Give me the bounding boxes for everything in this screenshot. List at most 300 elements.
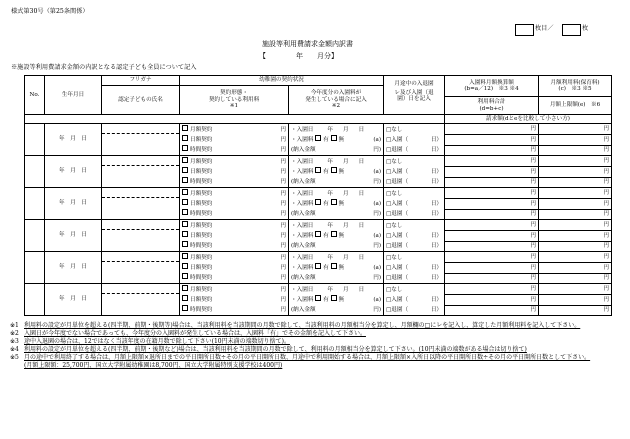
midway-admit[interactable] (384, 295, 444, 305)
admission-fee-line[interactable] (289, 295, 383, 305)
adm-no: 無 (338, 232, 345, 239)
claim-amount-right[interactable]: 円 (603, 275, 610, 281)
midway-leave-label: □退園（ (386, 274, 409, 281)
midway-admit[interactable] (384, 167, 444, 177)
midway-day: 日） (430, 210, 443, 217)
admission-fee-field[interactable] (289, 156, 384, 188)
checkbox[interactable] (331, 295, 337, 301)
claim-amount[interactable]: 円 (530, 275, 537, 281)
adm-fee-label: ・入園料 (291, 168, 314, 175)
yen-unit: 円 (280, 274, 286, 281)
checkbox[interactable] (182, 157, 188, 163)
col-admission-fee (289, 86, 384, 115)
upper-limit-amount[interactable]: 円 (539, 295, 611, 306)
footnotes (10, 322, 622, 370)
footnote-text: 月の途中で利用終了する場合は、月額上限額×退所日までの平日開所日数÷その月の平日開所日数、月途中で利用開始する場合は、月額上限額×入所日以降の平日開所日数÷その月の平日開所日数として下さい。 (24, 354, 591, 362)
fee-total-amount[interactable]: 円 (445, 295, 538, 306)
option-label: 時間契約 (190, 306, 213, 313)
checkbox[interactable] (182, 199, 188, 205)
contract-daily-option[interactable] (180, 263, 288, 273)
table-row (25, 156, 612, 188)
option-label: 日額契約 (190, 200, 213, 207)
admission-date-line[interactable] (289, 157, 383, 167)
adm-year: 年 (327, 222, 333, 229)
period-month-label: 月分】 (317, 52, 338, 60)
adm-paid-yen: 円) (373, 210, 382, 217)
midway-leave-label: □退園（ (386, 210, 409, 217)
midway-admit-label: □入園（ (386, 168, 409, 175)
birthdate-field[interactable]: 年 月 日 (45, 188, 102, 220)
col-claim-amount: 請求額(dとeを比較して小さい方) (445, 115, 612, 124)
footnote-text: 入園日が今年度でない場合であっても、今年度分の入園料が発生している場合は、入園料「有」でその金額を記入して下さい。 (24, 330, 366, 338)
checkbox[interactable] (182, 135, 188, 141)
midway-day: 日） (430, 178, 443, 185)
footnote (10, 330, 622, 337)
option-label: 時間契約 (190, 146, 213, 153)
option-label: 月額契約 (190, 286, 213, 293)
col-child-name: 認定子どもの氏名 (102, 86, 180, 115)
midway-none[interactable]: □なし (386, 126, 403, 133)
contract-monthly-option[interactable] (180, 253, 288, 263)
adm-month: 月 (343, 126, 349, 133)
admission-monthly-amount[interactable]: 円 (445, 252, 538, 263)
row-number (25, 124, 45, 156)
fee-total-amount[interactable]: 円 (445, 263, 538, 274)
claim-amount-right[interactable]: 円 (603, 211, 610, 217)
adm-yes: 有 (323, 168, 329, 175)
table-row (25, 252, 612, 284)
amount-cell-left[interactable] (445, 252, 539, 284)
birthdate-field[interactable]: 年 月 日 (45, 156, 102, 188)
midway-day: 日） (430, 242, 443, 249)
admission-date-line[interactable] (289, 125, 383, 135)
checkbox[interactable] (331, 135, 337, 141)
adm-day: 日 (358, 254, 365, 261)
contract-hourly-option[interactable] (180, 273, 288, 283)
adm-date-label: ・入園日 (291, 158, 314, 165)
birthdate-field[interactable]: 年 月 日 (45, 284, 102, 316)
contract-monthly-option[interactable] (180, 189, 288, 199)
option-label: 時間契約 (190, 242, 213, 249)
checkbox[interactable] (315, 231, 321, 237)
total-line2: (d=b+c) (479, 105, 504, 112)
admission-paid-line[interactable] (289, 273, 383, 283)
checkbox[interactable] (182, 209, 188, 215)
adm-day: 日 (358, 190, 365, 197)
checkbox[interactable] (182, 263, 188, 269)
total-sheets-field[interactable] (562, 24, 581, 36)
period-year-label: 年 (296, 52, 303, 60)
midway-leave[interactable] (384, 305, 444, 315)
child-name-field[interactable] (102, 252, 180, 284)
adm-line3: ※2 (331, 103, 341, 110)
birthdate-field[interactable]: 年 月 日 (45, 220, 102, 252)
adm-month: 月 (343, 254, 349, 261)
midway-day: 日） (430, 274, 443, 281)
midway-leave[interactable] (384, 145, 444, 155)
child-name-field[interactable] (102, 188, 180, 220)
yen-unit: 円 (280, 296, 286, 303)
midway-none[interactable]: □なし (386, 254, 403, 261)
adm-yes: 有 (323, 232, 329, 239)
monthly-fee-amount[interactable]: 円 (539, 188, 611, 199)
admission-paid-line[interactable] (289, 209, 383, 219)
checkbox[interactable] (182, 125, 188, 131)
midway-field[interactable] (384, 156, 445, 188)
checkbox[interactable] (315, 199, 321, 205)
option-label: 時間契約 (190, 210, 213, 217)
admission-fee-line[interactable] (289, 135, 383, 145)
admission-fee-field[interactable] (289, 188, 384, 220)
contract-type-field[interactable] (180, 252, 289, 284)
checkbox[interactable] (182, 231, 188, 237)
checkbox[interactable] (182, 167, 188, 173)
claim-amount-right[interactable]: 円 (603, 179, 610, 185)
midway-line1: レ及び入園（退 (394, 90, 434, 96)
yen-unit: 円 (280, 222, 286, 229)
adm-a-mark: (a) (373, 232, 382, 239)
checkbox[interactable] (182, 253, 188, 259)
midway-day: 日） (430, 168, 443, 175)
midway-day: 日） (430, 136, 443, 143)
midway-admit[interactable] (384, 231, 444, 241)
upper-limit-amount[interactable]: 円 (539, 231, 611, 242)
fee-total-amount[interactable]: 円 (445, 199, 538, 210)
total-sheets-label: 枚 (582, 25, 589, 32)
midway-day: 日） (430, 232, 443, 239)
contract-monthly-option[interactable] (180, 125, 288, 135)
adm-paid-yen: 円) (373, 274, 382, 281)
admission-fee-field[interactable] (289, 124, 384, 156)
monthly-fee-amount[interactable]: 円 (539, 124, 611, 135)
adm-fee-label: ・入園料 (291, 264, 314, 271)
footnote (10, 354, 622, 361)
child-name-field[interactable] (102, 124, 180, 156)
yen-unit: 円 (280, 136, 286, 143)
checkbox[interactable] (331, 263, 337, 269)
midway-admit[interactable] (384, 135, 444, 145)
adm-paid-label: (納入金額 (291, 242, 316, 249)
contract-type-field[interactable] (180, 220, 289, 252)
footnote-key: ※4 (10, 346, 19, 354)
adm-fee-label: ・入園料 (291, 200, 314, 207)
admission-fee-field[interactable] (289, 252, 384, 284)
amount-cell-left[interactable] (445, 124, 539, 156)
admission-date-line[interactable] (289, 285, 383, 295)
upper-limit-amount[interactable]: 円 (539, 135, 611, 146)
midway-admit-label: □入園（ (386, 136, 409, 143)
midway-field[interactable] (384, 220, 445, 252)
yen-unit: 円 (280, 190, 286, 197)
yen-unit: 円 (280, 168, 286, 175)
admission-paid-line[interactable] (289, 305, 383, 315)
midway-none[interactable]: □なし (386, 190, 403, 197)
checkbox[interactable] (331, 167, 337, 173)
table-row (25, 124, 612, 156)
footnote-key: ※2 (10, 330, 19, 338)
midway-day: 日） (430, 146, 443, 153)
table-row (25, 220, 612, 252)
claim-amount-right[interactable]: 円 (603, 307, 610, 313)
midway-line2: 園）日を記入 (397, 96, 431, 103)
admission-fee-field[interactable] (289, 284, 384, 316)
col-no: No. (25, 76, 45, 115)
midway-field[interactable] (384, 188, 445, 220)
adm-day: 日 (358, 286, 365, 293)
adm-month: 月 (343, 158, 349, 165)
col-contract-type (180, 86, 289, 115)
row-number (25, 252, 45, 284)
checkbox[interactable] (182, 177, 188, 183)
adm-date-label: ・入園日 (291, 126, 314, 133)
checkbox[interactable] (182, 295, 188, 301)
footnote-key: ※1 (10, 322, 19, 329)
fee-line2: (c) ※3 ※5 (558, 86, 592, 92)
adm-no: 無 (338, 264, 345, 271)
yen-unit: 円 (280, 200, 286, 207)
checkbox[interactable] (182, 241, 188, 247)
contract-monthly-option[interactable] (180, 157, 288, 167)
checkbox[interactable] (315, 167, 321, 173)
adm-no: 無 (338, 296, 345, 303)
adm-paid-label: (納入金額 (291, 178, 316, 185)
yen-unit: 円 (280, 178, 286, 185)
amount-cell-left[interactable] (445, 188, 539, 220)
contract-type-field[interactable] (180, 156, 289, 188)
contract-daily-option[interactable] (180, 295, 288, 305)
admission-paid-line[interactable] (289, 241, 383, 251)
child-name-field[interactable] (102, 156, 180, 188)
col-birthdate: 生年月日 (45, 76, 102, 115)
claim-amount[interactable]: 円 (530, 179, 537, 185)
midway-admit-label: □入園（ (386, 264, 409, 271)
amount-cell-right[interactable] (539, 188, 612, 220)
contract-hourly-option[interactable] (180, 241, 288, 251)
admission-fee-line[interactable] (289, 199, 383, 209)
claim-amount[interactable]: 円 (530, 147, 537, 153)
midway-title: 月途中の入退園 (394, 81, 434, 87)
contract-daily-option[interactable] (180, 231, 288, 241)
sheet-number-field[interactable] (515, 24, 534, 36)
admission-monthly-amount[interactable]: 円 (445, 188, 538, 199)
adm-paid-label: (納入金額 (291, 146, 316, 153)
midway-none[interactable]: □なし (386, 286, 403, 293)
footnote-key: ※5 (10, 354, 19, 362)
ctype-line1: 契約形態・ (220, 90, 248, 97)
adm-a-mark: (a) (373, 264, 382, 271)
midway-leave[interactable] (384, 241, 444, 251)
col-fee-total (445, 97, 539, 115)
monthly-fee-amount[interactable]: 円 (539, 156, 611, 167)
midway-leave[interactable] (384, 273, 444, 283)
checkbox[interactable] (315, 295, 321, 301)
midway-field[interactable] (384, 252, 445, 284)
option-label: 時間契約 (190, 178, 213, 185)
billing-period (259, 53, 379, 60)
adm-date-label: ・入園日 (291, 254, 314, 261)
birthdate-field[interactable]: 年 月 日 (45, 252, 102, 284)
midway-none[interactable]: □なし (386, 222, 403, 229)
adm-date-label: ・入園日 (291, 286, 314, 293)
admission-date-line[interactable] (289, 221, 383, 231)
adm-month: 月 (343, 286, 349, 293)
contract-daily-option[interactable] (180, 199, 288, 209)
adm-paid-label: (納入金額 (291, 210, 316, 217)
adm-date-label: ・入園日 (291, 190, 314, 197)
footnote (10, 346, 622, 353)
yen-unit: 円 (280, 146, 286, 153)
monthly-fee-amount[interactable]: 円 (539, 220, 611, 231)
admission-monthly-amount[interactable]: 円 (445, 156, 538, 167)
option-label: 月額契約 (190, 158, 213, 165)
admission-fee-line[interactable] (289, 167, 383, 177)
admission-date-line[interactable] (289, 253, 383, 263)
checkbox[interactable] (182, 273, 188, 279)
yen-unit: 円 (280, 306, 286, 313)
claim-amount[interactable]: 円 (530, 211, 537, 217)
amount-cell-right[interactable] (539, 124, 612, 156)
midway-admit[interactable] (384, 263, 444, 273)
fee-total-amount[interactable]: 円 (445, 167, 538, 178)
footnote-limits (10, 362, 622, 369)
fee-total-amount[interactable]: 円 (445, 135, 538, 146)
admission-monthly-amount[interactable]: 円 (445, 284, 538, 295)
child-name-field[interactable] (102, 220, 180, 252)
monthly-fee-amount[interactable]: 円 (539, 284, 611, 295)
midway-field[interactable] (384, 124, 445, 156)
checkbox[interactable] (182, 285, 188, 291)
adm-line1: 今年度分の入園料が (310, 90, 362, 97)
midway-day: 日） (430, 264, 443, 271)
option-label: 日額契約 (190, 168, 213, 175)
yen-unit: 円 (280, 126, 286, 133)
adm-no: 無 (338, 200, 345, 207)
form-number: 様式第30号（第25条関係） (11, 8, 89, 15)
claim-amount-right[interactable]: 円 (603, 147, 610, 153)
row-number (25, 188, 45, 220)
midway-none[interactable]: □なし (386, 158, 403, 165)
checkbox[interactable] (315, 135, 321, 141)
ctype-line2: 契約している利用料 (208, 96, 260, 103)
checkbox[interactable] (182, 189, 188, 195)
checkbox[interactable] (331, 199, 337, 205)
adm-paid-label: (納入金額 (291, 274, 316, 281)
header-spacer (25, 115, 445, 124)
upper-limit-amount[interactable]: 円 (539, 199, 611, 210)
contract-type-field[interactable] (180, 124, 289, 156)
checkbox[interactable] (331, 231, 337, 237)
checkbox[interactable] (182, 221, 188, 227)
midway-leave[interactable] (384, 209, 444, 219)
adm-a-mark: (a) (373, 168, 382, 175)
adm-yes: 有 (323, 296, 329, 303)
adm-line2: 発生している場合に記入 (305, 96, 367, 103)
adm-year: 年 (327, 254, 333, 261)
admission-fee-line[interactable] (289, 231, 383, 241)
admission-fee-line[interactable] (289, 263, 383, 273)
upper-limit-amount[interactable]: 円 (539, 263, 611, 274)
ctype-line3: ※1 (229, 103, 239, 110)
adm-day: 日 (358, 222, 365, 229)
admission-paid-line[interactable] (289, 177, 383, 187)
amount-cell-right[interactable] (539, 220, 612, 252)
admission-fee-field[interactable] (289, 220, 384, 252)
contract-monthly-option[interactable] (180, 285, 288, 295)
amount-cell-right[interactable] (539, 156, 612, 188)
sheet-number-label: 枚目／ (535, 25, 554, 32)
monthly-fee-amount[interactable]: 円 (539, 252, 611, 263)
adm-a-mark: (a) (373, 296, 382, 303)
contract-daily-option[interactable] (180, 167, 288, 177)
footnote-limits-text: (月額上限額：25,700円、国立大学附属幼稚園は8,700円、国立大学附属特別支援学校は400円) (24, 362, 283, 370)
adm-fee-label: ・入園料 (291, 232, 314, 239)
claim-amount[interactable]: 円 (530, 243, 537, 249)
footnote-text: 利用料の設定が月単位を超える(四半期、前期・後期等)場合は、当該利用料を当該期間の月数で除して、当該利用料の月額相当分を算定し、月額欄の□にレを記入し、算定した月額利用料を記入して下さい。 (24, 322, 581, 329)
col-contract-status: 幼稚園の契約状況 (180, 76, 384, 86)
checkbox[interactable] (315, 263, 321, 269)
midway-leave[interactable] (384, 177, 444, 187)
footnote (10, 338, 622, 345)
contract-monthly-option[interactable] (180, 221, 288, 231)
option-label: 月額契約 (190, 254, 213, 261)
adm-fee-label: ・入園料 (291, 136, 314, 143)
checkbox[interactable] (182, 145, 188, 151)
contract-hourly-option[interactable] (180, 145, 288, 155)
contract-type-field[interactable] (180, 284, 289, 316)
amount-cell-left[interactable] (445, 156, 539, 188)
upper-limit-amount[interactable]: 円 (539, 167, 611, 178)
child-name-field[interactable] (102, 284, 180, 316)
table-row (25, 284, 612, 316)
midway-admit[interactable] (384, 199, 444, 209)
amount-cell-right[interactable] (539, 284, 612, 316)
adm-year: 年 (327, 126, 333, 133)
checkbox[interactable] (182, 305, 188, 311)
admission-monthly-amount[interactable]: 円 (445, 220, 538, 231)
claim-amount-right[interactable]: 円 (603, 243, 610, 249)
col-midway (384, 76, 445, 115)
midway-field[interactable] (384, 284, 445, 316)
adm-day: 日 (358, 126, 365, 133)
fee-total-amount[interactable]: 円 (445, 231, 538, 242)
adm-yes: 有 (323, 264, 329, 271)
yen-unit: 円 (280, 254, 286, 261)
adm-year: 年 (327, 286, 333, 293)
amount-cell-right[interactable] (539, 252, 612, 284)
admission-monthly-amount[interactable]: 円 (445, 124, 538, 135)
adm-month: 月 (343, 222, 349, 229)
adm-no: 無 (338, 136, 345, 143)
midway-admit-label: □入園（ (386, 296, 409, 303)
yen-unit: 円 (280, 232, 286, 239)
admission-paid-line[interactable] (289, 145, 383, 155)
amount-cell-left[interactable] (445, 284, 539, 316)
contract-hourly-option[interactable] (180, 177, 288, 187)
contract-hourly-option[interactable] (180, 305, 288, 315)
yen-unit: 円 (280, 242, 286, 249)
claim-amount[interactable]: 円 (530, 307, 537, 313)
col-monthly-fee (539, 76, 612, 97)
contract-hourly-option[interactable] (180, 209, 288, 219)
amount-cell-left[interactable] (445, 220, 539, 252)
footnote (10, 322, 622, 329)
contract-type-field[interactable] (180, 188, 289, 220)
adm-paid-yen: 円) (373, 242, 382, 249)
contract-daily-option[interactable] (180, 135, 288, 145)
birthdate-field[interactable]: 年 月 日 (45, 124, 102, 156)
admission-date-line[interactable] (289, 189, 383, 199)
midway-leave-label: □退園（ (386, 146, 409, 153)
